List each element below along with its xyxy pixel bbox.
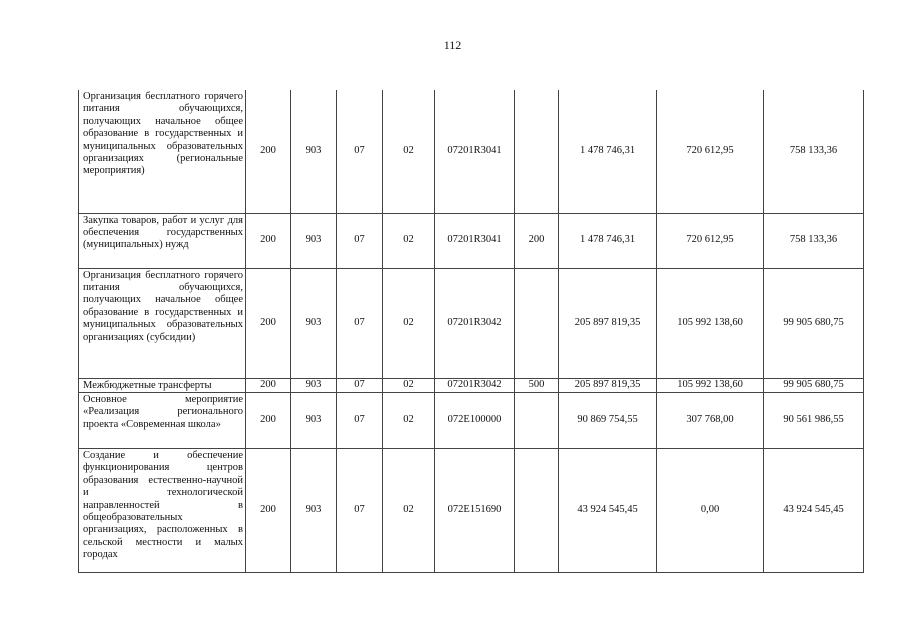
cell-code-5: 072E151690 [435, 448, 515, 572]
cell-value-2: 720 612,95 [657, 213, 764, 268]
cell-value-2: 0,00 [657, 448, 764, 572]
cell-value-1: 90 869 754,55 [559, 392, 657, 448]
row-name: Закупка товаров, работ и услуг для обеспечения государственных (муниципальных) нужд [79, 213, 246, 268]
cell-code-2: 903 [291, 213, 337, 268]
cell-code-5: 07201R3041 [435, 90, 515, 213]
cell-code-2: 903 [291, 448, 337, 572]
cell-value-3: 90 561 986,55 [764, 392, 864, 448]
table-row [79, 90, 864, 213]
cell-code-3: 07 [337, 378, 383, 392]
cell-code-3: 07 [337, 448, 383, 572]
cell-code-5: 07201R3041 [435, 213, 515, 268]
cell-code-6 [515, 448, 559, 572]
row-name: Создание и обеспечение функционирования центров образования естественно-научной и технологической направленностей в общеобразовательных организациях, расположенных в сельской местности и малых городах [79, 448, 246, 572]
cell-code-4: 02 [383, 448, 435, 572]
cell-code-5: 07201R3042 [435, 268, 515, 378]
cell-code-1: 200 [246, 268, 291, 378]
cell-value-3: 758 133,36 [764, 213, 864, 268]
cell-code-6: 500 [515, 378, 559, 392]
cell-code-5: 07201R3042 [435, 378, 515, 392]
cell-code-4: 02 [383, 378, 435, 392]
cell-code-5: 072E100000 [435, 392, 515, 448]
row-name: Организация бесплатного горячего питания обучающихся, получающих начальное общее образование в государственных и муниципальных образовательных организациях (региональные мероприятия) [79, 90, 246, 213]
cell-value-1: 1 478 746,31 [559, 90, 657, 213]
cell-code-3: 07 [337, 213, 383, 268]
cell-value-3: 43 924 545,45 [764, 448, 864, 572]
page-number: 112 [443, 38, 462, 52]
cell-code-1: 200 [246, 378, 291, 392]
cell-value-1: 1 478 746,31 [559, 213, 657, 268]
cell-value-1: 43 924 545,45 [559, 448, 657, 572]
cell-code-2: 903 [291, 268, 337, 378]
cell-code-4: 02 [383, 268, 435, 378]
budget-table [78, 90, 864, 573]
table-row [79, 392, 864, 448]
cell-code-6 [515, 90, 559, 213]
row-name: Межбюджетные трансферты [79, 378, 246, 392]
cell-value-2: 105 992 138,60 [657, 268, 764, 378]
cell-value-2: 720 612,95 [657, 90, 764, 213]
row-name: Основное мероприятие «Реализация регионального проекта «Современная школа» [79, 392, 246, 448]
table-row [79, 448, 864, 572]
cell-code-4: 02 [383, 213, 435, 268]
cell-value-1: 205 897 819,35 [559, 268, 657, 378]
cell-code-2: 903 [291, 392, 337, 448]
cell-code-3: 07 [337, 90, 383, 213]
cell-code-3: 07 [337, 392, 383, 448]
cell-value-3: 99 905 680,75 [764, 268, 864, 378]
cell-value-2: 307 768,00 [657, 392, 764, 448]
cell-code-1: 200 [246, 392, 291, 448]
cell-code-2: 903 [291, 90, 337, 213]
cell-code-1: 200 [246, 90, 291, 213]
table-row [79, 378, 864, 392]
cell-code-1: 200 [246, 448, 291, 572]
cell-code-4: 02 [383, 392, 435, 448]
cell-code-6 [515, 268, 559, 378]
cell-value-1: 205 897 819,35 [559, 378, 657, 392]
cell-value-2: 105 992 138,60 [657, 378, 764, 392]
table-row [79, 268, 864, 378]
cell-code-2: 903 [291, 378, 337, 392]
cell-code-1: 200 [246, 213, 291, 268]
cell-value-3: 99 905 680,75 [764, 378, 864, 392]
cell-code-6: 200 [515, 213, 559, 268]
table-row [79, 213, 864, 268]
cell-code-6 [515, 392, 559, 448]
cell-code-3: 07 [337, 268, 383, 378]
cell-value-3: 758 133,36 [764, 90, 864, 213]
row-name: Организация бесплатного горячего питания обучающихся, получающих начальное общее образование в государственных и муниципальных образовательных организациях (субсидии) [79, 268, 246, 378]
cell-code-4: 02 [383, 90, 435, 213]
